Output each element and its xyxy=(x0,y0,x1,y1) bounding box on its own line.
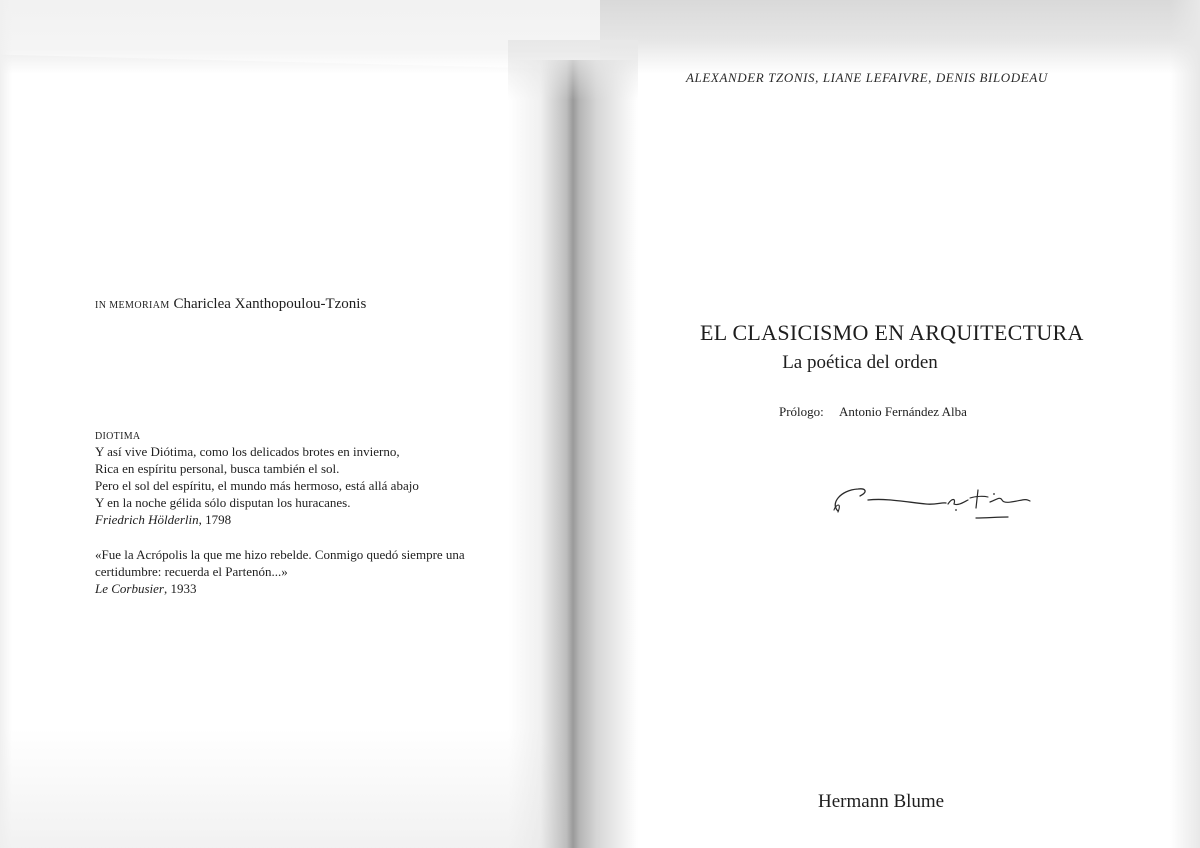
prologue xyxy=(779,404,967,420)
poem-heading: DIOTIMA xyxy=(95,431,141,442)
poem-line-2: Rica en espíritu personal, busca también el sol. xyxy=(95,461,340,476)
scan-right-edge xyxy=(1170,0,1200,848)
scan-left-edge xyxy=(0,0,12,848)
publisher-name: Hermann Blume xyxy=(818,791,945,812)
prologue-name: Antonio Fernández Alba xyxy=(839,404,967,419)
dedication xyxy=(95,296,366,313)
poem-author: Friedrich Hölderlin xyxy=(95,512,199,527)
book-subtitle: La poética del orden xyxy=(782,352,938,373)
quote-line-2: certidumbre: recuerda el Partenón...» xyxy=(95,564,288,579)
quote-line-1: «Fue la Acrópolis la que me hizo rebelde. Conmigo quedó siempre una xyxy=(95,547,465,562)
poem-line-4: Y en la noche gélida sólo disputan los huracanes. xyxy=(95,495,351,510)
book-title: EL CLASICISMO EN ARQUITECTURA xyxy=(700,320,1084,345)
quote-year: , 1933 xyxy=(163,581,197,596)
book-gutter-shadow xyxy=(508,60,638,848)
book-gutter-top-fade xyxy=(508,40,638,100)
poem-epigraph xyxy=(95,430,419,528)
authors-line: ALEXANDER TZONIS, LIANE LEFAIVRE, DENIS BILODEAU xyxy=(686,70,1048,85)
poem-year: , 1798 xyxy=(198,512,232,527)
poem-line-3: Pero el sol del espíritu, el mundo más hermoso, está allá abajo xyxy=(95,478,419,493)
poem-line-1: Y así vive Diótima, como los delicados brotes en invierno, xyxy=(95,444,400,459)
quote-epigraph xyxy=(95,546,465,597)
prologue-label: Prólogo: xyxy=(779,404,824,419)
dedication-label: IN MEMORIAM xyxy=(95,300,170,311)
poem-attribution xyxy=(95,511,419,528)
quote-attribution xyxy=(95,580,465,597)
dedication-name: Chariclea Xanthopoulou-Tzonis xyxy=(173,296,367,312)
quote-author: Le Corbusier xyxy=(95,581,164,596)
handwritten-signature xyxy=(826,476,1046,526)
